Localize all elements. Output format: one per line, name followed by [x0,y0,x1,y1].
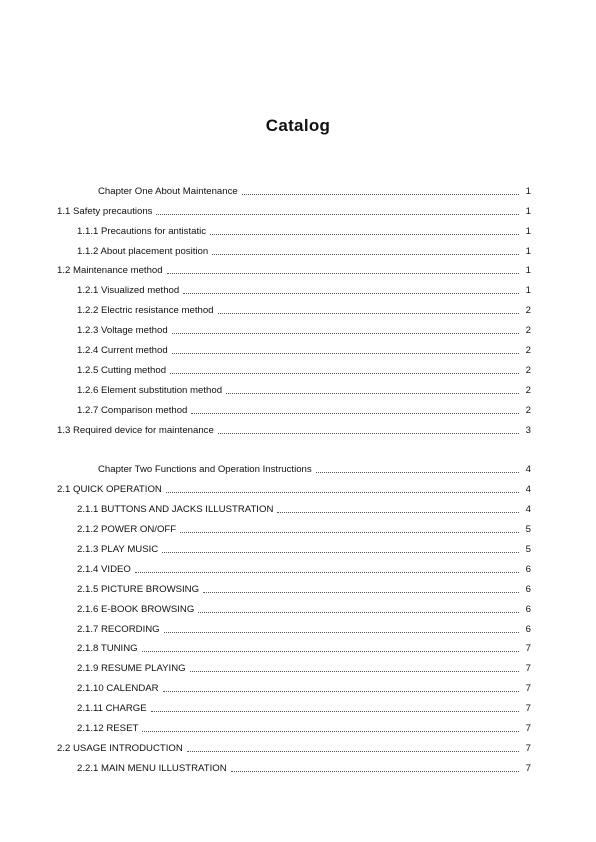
page-title: Catalog [265,116,331,135]
toc-page-number: 7 [525,643,531,655]
toc-page-number: 3 [525,424,531,436]
toc-page-number: 1 [525,245,531,257]
toc-dot-leader [164,632,519,633]
toc-entry-title: 2.1.6 E-BOOK BROWSING [77,603,195,615]
toc-entry-title: 1.2.7 Comparison method [77,404,188,416]
toc-page-number: 1 [525,285,531,297]
toc-page-number: 6 [525,583,531,595]
toc-page-number: 7 [525,663,531,675]
toc-dot-leader [198,612,519,613]
toc-entry [57,357,531,377]
toc-entry [57,417,531,437]
toc-page-number: 1 [525,225,531,237]
toc-entry [57,238,531,258]
toc-dot-leader [277,512,519,513]
toc-dot-leader [183,293,519,294]
toc-chapter-title: Chapter Two Functions and Operation Instructions [98,464,312,476]
toc-entry-title: 2.1.12 RESET [77,723,139,735]
toc-page-number: 6 [525,623,531,635]
toc-entry [57,735,531,755]
toc-dot-leader [203,592,519,593]
toc-entry-title: 2.1.9 RESUME PLAYING [77,663,186,675]
toc-entry [57,297,531,317]
toc-page-number: 4 [525,484,531,496]
toc-entry-title: 1.2 Maintenance method [57,265,163,277]
toc-page-number: 1 [525,205,531,217]
toc-entry [57,178,531,198]
toc-entry [57,576,531,596]
toc-page-number: 7 [525,762,531,774]
toc-dot-leader [180,532,519,533]
toc-entry [57,675,531,695]
toc-entry-title: 1.2.6 Element substitution method [77,384,223,396]
toc-entry [57,636,531,656]
toc-dot-leader [187,751,519,752]
toc-dot-leader [166,492,519,493]
toc-entry-title: 1.1.2 About placement position [77,245,209,257]
toc-entry [57,337,531,357]
toc-page-number: 2 [525,364,531,376]
toc-entry [57,258,531,278]
toc-page-number: 2 [525,345,531,357]
toc-page-number: 6 [525,603,531,615]
toc-entry [57,516,531,536]
toc-dot-leader [190,671,519,672]
toc-dot-leader [151,711,519,712]
toc-entry [57,556,531,576]
toc-entry-title: 2.1.5 PICTURE BROWSING [77,583,200,595]
toc-page-number: 4 [525,504,531,516]
toc-entry-title: 1.2.2 Electric resistance method [77,305,214,317]
toc-entry-title: 2.1.10 CALENDAR [77,683,159,695]
toc-entry-title: 2.1.8 TUNING [77,643,138,655]
toc-page-number: 6 [525,563,531,575]
toc-entry-title: 1.2.5 Cutting method [77,364,167,376]
toc-entry [57,457,531,477]
toc-entry [57,277,531,297]
toc-entry [57,377,531,397]
toc-entry [57,198,531,218]
toc-entry-title: 2.1.4 VIDEO [77,563,131,575]
toc-entry-title: 2.1.2 POWER ON/OFF [77,524,177,536]
toc-entry [57,715,531,735]
toc-entry-title: 2.1.3 PLAY MUSIC [77,544,159,556]
toc-page-number: 7 [525,703,531,715]
toc-entry-title: 1.2.4 Current method [77,345,168,357]
toc-entry-title: 2.2.1 MAIN MENU ILLUSTRATION [77,762,227,774]
toc-dot-leader [156,214,519,215]
toc-dot-leader [167,273,519,274]
toc-page-number: 7 [525,742,531,754]
toc-page-number: 2 [525,384,531,396]
toc-entry [57,616,531,636]
toc-entry [57,317,531,337]
toc-dot-leader [218,313,519,314]
toc-entry [57,496,531,516]
toc-dot-leader [212,254,519,255]
toc-entry-title: 1.3 Required device for maintenance [57,424,214,436]
toc-entry [57,397,531,417]
toc-dot-leader [172,353,519,354]
toc-page-number: 2 [525,404,531,416]
toc-dot-leader [170,373,519,374]
toc-dot-leader [172,333,519,334]
toc-dot-leader [163,691,519,692]
toc-entry-title: 1.1 Safety precautions [57,205,153,217]
toc-entry-title: 2.1 QUICK OPERATION [57,484,162,496]
toc-page-number: 2 [525,305,531,317]
toc-dot-leader [162,552,519,553]
toc-dot-leader [210,234,519,235]
toc-entry-title: 2.1.1 BUTTONS AND JACKS ILLUSTRATION [77,504,274,516]
toc-page-number: 1 [525,185,531,197]
toc-dot-leader [231,771,519,772]
toc-entry [57,596,531,616]
toc-chapter-title: Chapter One About Maintenance [98,185,238,197]
toc-page-number: 7 [525,723,531,735]
toc-entry-title: 2.1.7 RECORDING [77,623,160,635]
toc-entry [57,755,531,775]
toc-entry [57,536,531,556]
toc-page-number: 4 [525,464,531,476]
toc-dot-leader [142,731,519,732]
toc-page-number: 7 [525,683,531,695]
toc-dot-leader [191,413,519,414]
toc-dot-leader [142,651,519,652]
toc-entry [57,476,531,496]
toc-entry [57,218,531,238]
toc-page-number: 5 [525,544,531,556]
toc-entry-title: 1.2.1 Visualized method [77,285,180,297]
toc-dot-leader [135,572,519,573]
toc-entry-title: 2.2 USAGE INTRODUCTION [57,742,183,754]
toc-entry-title: 1.1.1 Precautions for antistatic [77,225,207,237]
toc-entry-title: 1.2.3 Voltage method [77,325,168,337]
toc-dot-leader [242,194,519,195]
toc-dot-leader [316,472,519,473]
toc-entry [57,695,531,715]
toc-page-number: 1 [525,265,531,277]
toc-entry-title: 2.1.11 CHARGE [77,703,147,715]
toc-page-number: 5 [525,524,531,536]
toc-dot-leader [218,433,519,434]
toc-dot-leader [226,393,519,394]
table-of-contents [57,178,531,775]
toc-page-number: 2 [525,325,531,337]
toc-entry [57,655,531,675]
